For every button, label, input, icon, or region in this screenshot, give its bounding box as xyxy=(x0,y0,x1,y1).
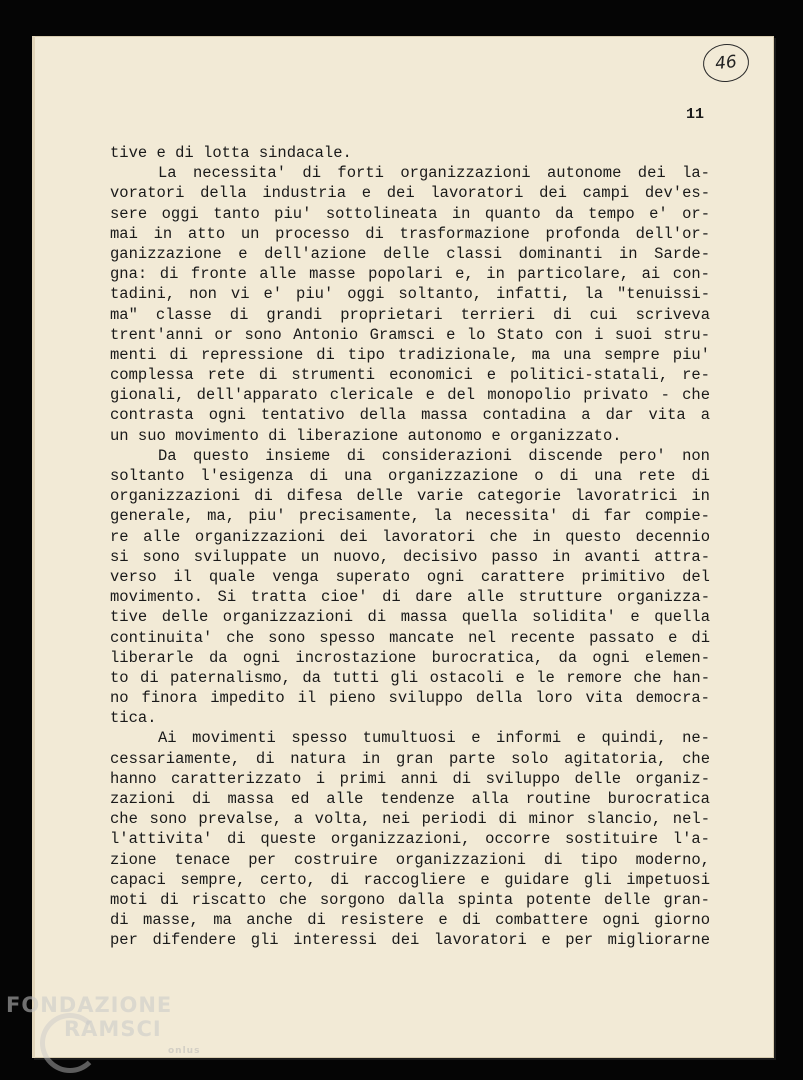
text-line: to di paternalismo, da tutti gli ostacoli e le remore che han- xyxy=(110,668,710,687)
text-line: di masse, ma anche di resistere e di combattere ogni giorno xyxy=(110,911,710,930)
watermark-logo xyxy=(6,993,201,1056)
text-line: che sono prevalse, a volta, nei periodi di minor slancio, nel- xyxy=(110,810,710,829)
text-line: verso il quale venga superato ogni carattere primitivo del xyxy=(110,567,710,586)
text-line: l'attivita' di queste organizzazioni, occorre sostituire l'a- xyxy=(110,830,710,849)
text-line: complessa rete di strumenti economici e politici-statali, re- xyxy=(110,366,710,385)
text-line: tica. xyxy=(110,709,157,728)
text-line: trent'anni or sono Antonio Gramsci e lo Stato con i suoi stru- xyxy=(110,325,710,344)
text-line: si sono sviluppate un nuovo, decisivo passo in avanti attra- xyxy=(110,547,710,566)
watermark-line1: FONDAZIONE xyxy=(6,993,173,1017)
watermark-suffix: onlus xyxy=(168,1046,201,1056)
document-body xyxy=(110,143,710,951)
text-line: liberarle da ogni incrostazione burocratica, da ogni elemen- xyxy=(110,648,710,667)
text-line: menti di repressione di tipo tradizionale, ma una sempre piu' xyxy=(110,345,710,364)
text-line: generale, ma, piu' precisamente, la necessita' di far compie- xyxy=(110,507,710,526)
text-line: zazioni di massa ed alle tendenze alla routine burocratica xyxy=(110,790,710,808)
text-line: tive delle organizzazioni di massa quella solidita' e quella xyxy=(110,608,710,627)
watermark-line2: RAMSCI xyxy=(64,1017,162,1041)
text-line: cessariamente, di natura in gran parte solo agitatoria, che xyxy=(110,749,710,768)
text-line: gna: di fronte alle masse popolari e, in particolare, ai con- xyxy=(110,265,710,284)
archive-number-stamp: 46 xyxy=(701,42,751,85)
text-line: tadini, non vi e' piu' oggi soltanto, infatti, la "tenuissi- xyxy=(110,285,710,304)
text-line: tive e di lotta sindacale. xyxy=(110,144,352,162)
text-line: La necessita' di forti organizzazioni autonome dei la- xyxy=(158,164,710,183)
text-line: voratori della industria e dei lavoratori dei campi dev'es- xyxy=(110,184,710,203)
text-line: continuita' che sono spesso mancate nel recente passato e di xyxy=(110,628,710,647)
text-line: zione tenace per costruire organizzazioni di tipo moderno, xyxy=(110,850,710,869)
text-line: contrasta ogni tentativo della massa contadina a dar vita a xyxy=(110,406,710,425)
text-line: mai in atto un processo di trasformazione profonda dell'or- xyxy=(110,224,710,243)
text-line: movimento. Si tratta cioe' di dare alle strutture organizza- xyxy=(110,588,710,607)
text-line: sere oggi tanto piu' sottolineata in quanto da tempo e' or- xyxy=(110,204,710,223)
text-line: gionali, dell'apparato clericale e del monopolio privato - che xyxy=(110,386,710,405)
text-line: moti di riscatto che sorgono dalla spinta potente delle gran- xyxy=(110,890,710,909)
text-line: re alle organizzazioni dei lavoratori che in questo decennio xyxy=(110,527,710,546)
page-edge xyxy=(32,36,35,1058)
text-line: un suo movimento di liberazione autonomo e organizzato. xyxy=(110,426,622,445)
text-line: Da questo insieme di considerazioni discende pero' non xyxy=(158,446,710,465)
text-line: no finora impedito il pieno sviluppo della loro vita democra- xyxy=(110,689,710,708)
text-line: capaci sempre, certo, di raccogliere e guidare gli impetuosi xyxy=(110,870,710,889)
text-line: soltanto l'esigenza di una organizzazione o di una rete di xyxy=(110,467,710,485)
text-line: Ai movimenti spesso tumultuosi e informi e quindi, ne- xyxy=(158,729,710,748)
page-number: 11 xyxy=(686,106,705,123)
watermark-g-emblem xyxy=(40,1013,100,1073)
text-line: hanno caratterizzato i primi anni di sviluppo delle organiz- xyxy=(110,769,710,788)
text-line: ma" classe di grandi proprietari terrieri di cui scriveva xyxy=(110,305,710,324)
text-line: per difendere gli interessi dei lavoratori e per migliorarne xyxy=(110,931,710,950)
text-line: ganizzazione e dell'azione delle classi dominanti in Sarde- xyxy=(110,244,710,263)
text-line: organizzazioni di difesa delle varie categorie lavoratrici in xyxy=(110,487,710,506)
